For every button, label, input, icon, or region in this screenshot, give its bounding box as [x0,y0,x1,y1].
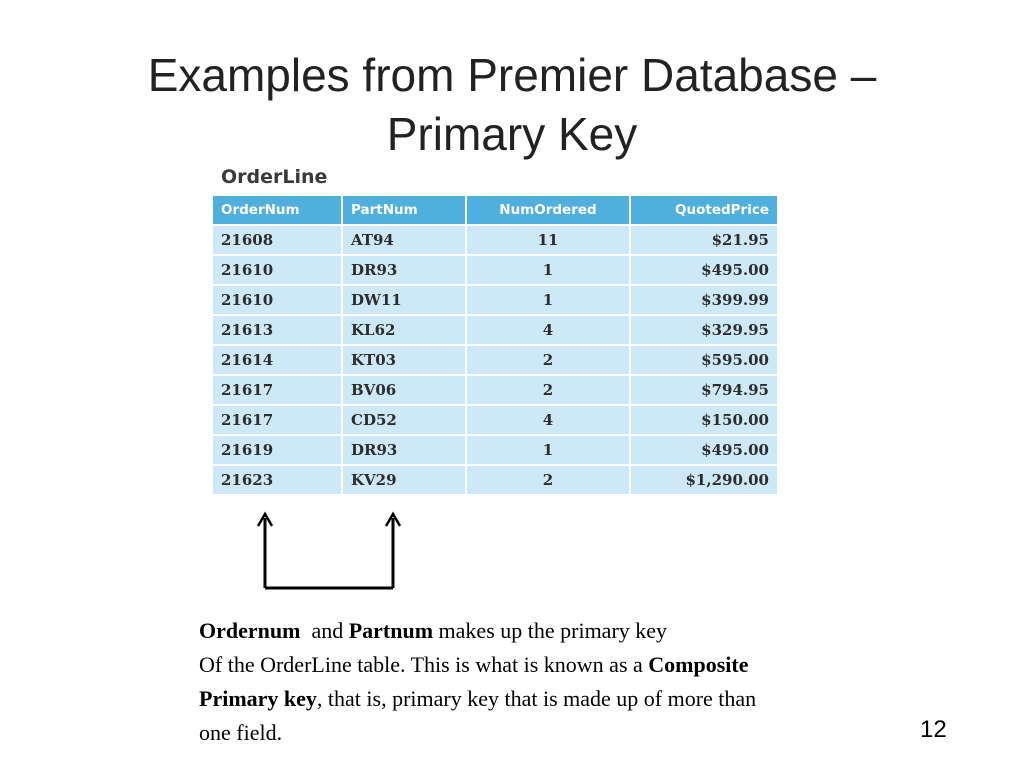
table-cell: 21614 [213,346,341,376]
table-cell: 21610 [213,286,341,316]
table-cell: 4 [467,316,629,346]
table-cell: 21610 [213,256,341,286]
table-cell: CD52 [343,406,465,436]
table-cell: $495.00 [631,256,777,286]
table-cell: $595.00 [631,346,777,376]
table-cell: DW11 [343,286,465,316]
table-row [213,466,777,496]
table-header-row [213,196,777,226]
table-row [213,256,777,286]
table-cell: DR93 [343,256,465,286]
table-row [213,316,777,346]
term-primary-key: Primary key [199,686,317,711]
table-row [213,436,777,466]
table-cell: 2 [467,376,629,406]
explanation-line-4: one field. [199,720,283,745]
table-cell: 1 [467,256,629,286]
term-partnum: Partnum [348,618,434,643]
table-cell: 21617 [213,376,341,406]
table-row [213,376,777,406]
table-cell: 1 [467,436,629,466]
orderline-table [211,196,779,496]
table-row [213,346,777,376]
explanation-text [199,614,939,750]
table-cell: 2 [467,466,629,496]
table-cell: 21613 [213,316,341,346]
table-cell: KT03 [343,346,465,376]
term-composite: Composite [648,652,749,677]
table-body [213,226,777,496]
table-cell: AT94 [343,226,465,256]
table-cell: $794.95 [631,376,777,406]
table-cell: 21619 [213,436,341,466]
table-cell: 11 [467,226,629,256]
table-row [213,226,777,256]
table-cell: $399.99 [631,286,777,316]
table-cell: 4 [467,406,629,436]
table-cell: $1,290.00 [631,466,777,496]
table-cell: KV29 [343,466,465,496]
primary-key-arrows [250,508,410,592]
column-header-ordernum: OrderNum [213,196,341,226]
table-cell: 21623 [213,466,341,496]
table-row [213,286,777,316]
table-cell: $150.00 [631,406,777,436]
slide-title-line-1: Examples from Premier Database – [147,49,877,101]
table-cell: KL62 [343,316,465,346]
table-cell: $329.95 [631,316,777,346]
explanation-line-3: Primary key, that is, primary key that is made up of more than [199,686,757,711]
slide-title-line-2: Primary Key [386,108,638,160]
table-cell: DR93 [343,436,465,466]
explanation-line-2: Of the OrderLine table. This is what is known as a Composite [199,652,749,677]
table-cell: 21617 [213,406,341,436]
table-caption: OrderLine [221,166,328,188]
term-ordernum: Ordernum [199,618,301,643]
column-header-partnum: PartNum [343,196,465,226]
table-cell: 1 [467,286,629,316]
table-cell: $495.00 [631,436,777,466]
table-cell: $21.95 [631,226,777,256]
table-cell: 2 [467,346,629,376]
table-row [213,406,777,436]
column-header-numordered: NumOrdered [467,196,629,226]
explanation-line-1: Ordernum and Partnum makes up the primary key [199,618,668,643]
column-header-quotedprice: QuotedPrice [631,196,777,226]
table-cell: 21608 [213,226,341,256]
page-number: 12 [920,716,947,743]
slide-title [60,46,964,164]
table-cell: BV06 [343,376,465,406]
